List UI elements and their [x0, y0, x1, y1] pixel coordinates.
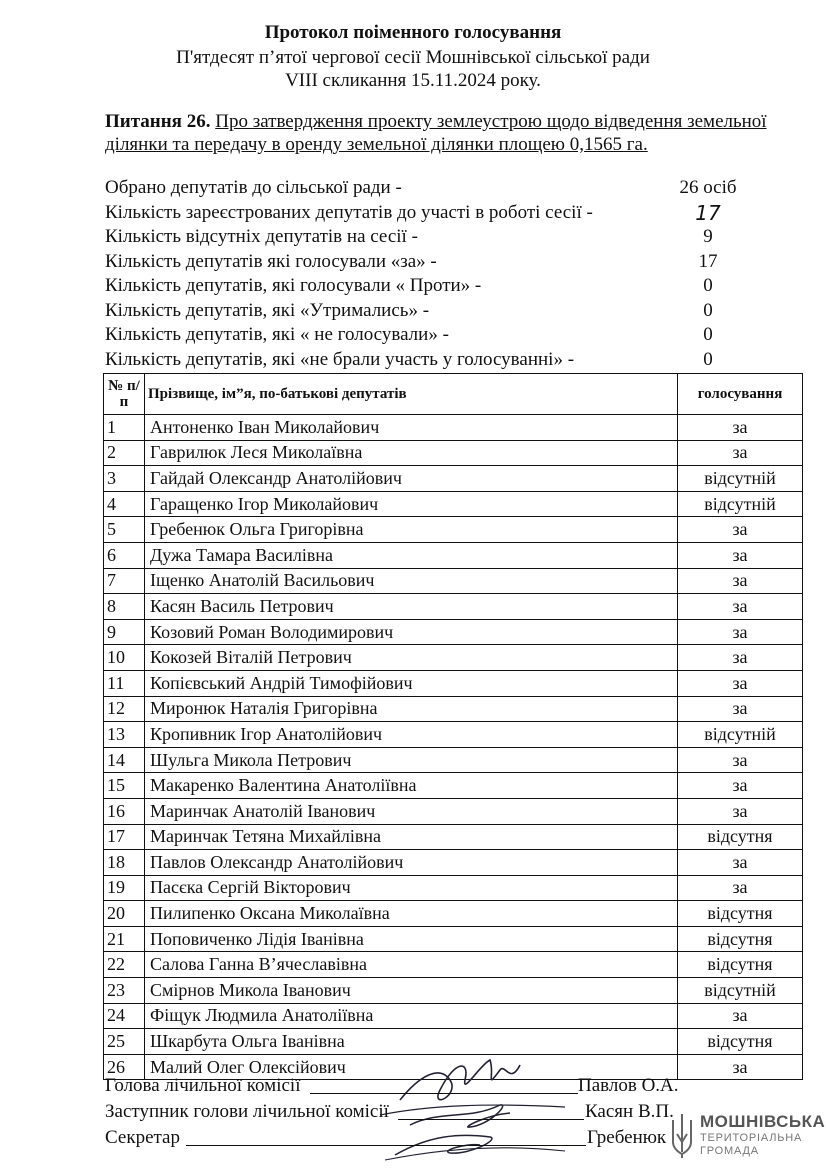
deputy-name: Павлов Олександр Анатолійович: [145, 850, 678, 876]
deputy-name: Дужа Тамара Василівна: [145, 542, 678, 568]
vote-result: за: [678, 747, 803, 773]
vote-result: відсутня: [678, 824, 803, 850]
stat-row: [105, 323, 785, 348]
row-number: 25: [104, 1029, 145, 1055]
signature-role: Заступник голови лічильної комісії: [105, 1101, 389, 1122]
row-number: 20: [104, 901, 145, 927]
deputy-name: Смірнов Микола Іванович: [145, 978, 678, 1004]
table-row: [104, 773, 803, 799]
row-number: 9: [104, 619, 145, 645]
table-row: [104, 952, 803, 978]
document-title: Протокол поіменного голосування: [264, 22, 562, 43]
deputy-name: Фіщук Людмила Анатоліївна: [145, 1003, 678, 1029]
deputy-name: Антоненко Іван Миколайович: [145, 415, 678, 441]
stat-label: Кількість депутатів, які голосували « Проти» -: [105, 275, 482, 296]
table-row: [104, 670, 803, 696]
table-row: [104, 491, 803, 517]
table-row: [104, 824, 803, 850]
vote-result: за: [678, 568, 803, 594]
table-row: [104, 1003, 803, 1029]
deputy-name: Пилипенко Оксана Миколаївна: [145, 901, 678, 927]
stat-label: Кількість депутатів, які «Утримались» -: [105, 299, 430, 321]
deputy-name: Маринчак Анатолій Іванович: [145, 798, 678, 824]
row-number: 3: [104, 466, 145, 492]
deputy-name: Козовий Роман Володимирович: [145, 619, 678, 645]
vote-result: за: [678, 1003, 803, 1029]
vote-result: за: [678, 773, 803, 799]
table-row: [104, 594, 803, 620]
watermark-line-3: ГРОМАДА: [700, 1145, 759, 1157]
vote-result: відсутній: [678, 491, 803, 517]
table-row: [104, 415, 803, 441]
vote-result: відсутня: [678, 1029, 803, 1055]
row-number: 1: [104, 415, 145, 441]
stat-value: 0: [703, 324, 713, 345]
deputy-name: Касян Василь Петрович: [145, 594, 678, 620]
stat-row: [105, 250, 785, 275]
table-body: [104, 415, 803, 1080]
question-number: Питання 26: [105, 111, 206, 132]
row-number: 6: [104, 542, 145, 568]
stat-row: [105, 348, 785, 373]
vote-result: відсутній: [678, 466, 803, 492]
table-row: [104, 747, 803, 773]
stat-value: 0: [703, 275, 713, 296]
stat-label: Кількість відсутніх депутатів на сесії -: [105, 226, 418, 247]
header-name: Прізвище, ім”я, по-батькові депутатів: [145, 374, 678, 415]
vote-result: відсутня: [678, 901, 803, 927]
signature-line: [186, 1145, 586, 1146]
deputy-name: Поповиченко Лідія Іванівна: [145, 926, 678, 952]
row-number: 23: [104, 978, 145, 1004]
deputy-name: Салова Ганна В’ячеславівна: [145, 952, 678, 978]
vote-statistics: [105, 176, 785, 372]
row-number: 14: [104, 747, 145, 773]
deputy-name: Макаренко Валентина Анатоліївна: [145, 773, 678, 799]
stat-row: [105, 299, 785, 324]
row-number: 4: [104, 491, 145, 517]
watermark-line-1: МОШНІВСЬКА: [700, 1112, 826, 1131]
row-number: 15: [104, 773, 145, 799]
row-number: 18: [104, 850, 145, 876]
roll-call-table: [103, 373, 803, 1080]
deputy-name: Малий Олег Олексійович: [145, 1054, 678, 1080]
row-number: 10: [104, 645, 145, 671]
row-number: 7: [104, 568, 145, 594]
community-watermark: [667, 1112, 826, 1162]
table-row: [104, 978, 803, 1004]
deputy-name: Кропивник Ігор Анатолійович: [145, 722, 678, 748]
vote-result: за: [678, 619, 803, 645]
signature-role: Секретар: [105, 1127, 180, 1148]
row-number: 21: [104, 926, 145, 952]
deputy-name: Миронюк Наталія Григорівна: [145, 696, 678, 722]
deputy-name: Маринчак Тетяна Михайлівна: [145, 824, 678, 850]
table-row: [104, 875, 803, 901]
question-text: Про затвердження проекту землеустрою щодо відведення земельної ділянки та передачу в оренду земельної ділянки площею 0,1565 га.: [105, 111, 767, 155]
row-number: 2: [104, 440, 145, 466]
signature-name: Гребенюк: [587, 1127, 667, 1148]
deputy-name: Шульга Микола Петрович: [145, 747, 678, 773]
trident-icon: [667, 1112, 697, 1160]
stat-row: [105, 201, 785, 226]
deputy-name: Гребенюк Ольга Григорівна: [145, 517, 678, 543]
row-number: 5: [104, 517, 145, 543]
stat-value: 9: [703, 226, 713, 247]
agenda-question: Питання 26. Про затвердження проекту землеустрою щодо відведення земельної ділянки та передачу в оренду земельної ділянки площею 0,1565 га.: [105, 111, 767, 155]
deputy-name: Гайдай Олександр Анатолійович: [145, 466, 678, 492]
vote-result: за: [678, 1054, 803, 1080]
header-vote: голосування: [678, 374, 803, 415]
stat-label: Кількість зареєстрованих депутатів до участі в роботі сесії -: [105, 201, 593, 223]
stat-label: Обрано депутатів до сільської ради -: [105, 177, 402, 198]
table-row: [104, 517, 803, 543]
stat-value: 17: [698, 250, 718, 272]
table-row: [104, 901, 803, 927]
stat-row: [105, 225, 785, 250]
table-header-row: [104, 374, 803, 415]
stat-value: 0: [703, 348, 713, 370]
stat-row: [105, 274, 785, 299]
vote-result: за: [678, 798, 803, 824]
table-row: [104, 568, 803, 594]
vote-result: за: [678, 542, 803, 568]
vote-result: за: [678, 415, 803, 441]
vote-result: відсутній: [678, 722, 803, 748]
table-row: [104, 645, 803, 671]
row-number: 12: [104, 696, 145, 722]
signature-line: [310, 1093, 578, 1094]
vote-result: за: [678, 696, 803, 722]
signature-line: [398, 1119, 584, 1120]
row-number: 22: [104, 952, 145, 978]
handwritten-signature: [370, 1055, 570, 1170]
vote-result: за: [678, 645, 803, 671]
table-row: [104, 542, 803, 568]
deputy-name: Пасєка Сергій Вікторович: [145, 875, 678, 901]
signature-role: Голова лічильної комісії: [105, 1075, 301, 1096]
table-row: [104, 619, 803, 645]
watermark-line-2: ТЕРИТОРІАЛЬНА: [700, 1132, 803, 1144]
row-number: 16: [104, 798, 145, 824]
table-row: [104, 696, 803, 722]
row-number: 26: [104, 1054, 145, 1080]
row-number: 17: [104, 824, 145, 850]
vote-result: за: [678, 850, 803, 876]
vote-result: за: [678, 670, 803, 696]
row-number: 8: [104, 594, 145, 620]
session-line: П'ятдесят п’ятої чергової сесії Мошнівської сільської ради: [176, 47, 650, 68]
table-row: [104, 466, 803, 492]
vote-result: відсутній: [678, 978, 803, 1004]
vote-result: за: [678, 517, 803, 543]
table-row: [104, 798, 803, 824]
table-row: [104, 722, 803, 748]
stat-value-handwritten: 17: [695, 200, 721, 225]
vote-result: за: [678, 875, 803, 901]
stat-label: Кількість депутатів які голосували «за» -: [105, 250, 437, 272]
convocation-line: VIII скликання 15.11.2024 року.: [285, 70, 541, 91]
vote-result: відсутня: [678, 952, 803, 978]
table-row: [104, 440, 803, 466]
vote-result: відсутня: [678, 926, 803, 952]
row-number: 13: [104, 722, 145, 748]
table-row: [104, 926, 803, 952]
stat-row: [105, 176, 785, 201]
signature-scribble-icon: [370, 1055, 570, 1170]
deputy-name: Копієвський Андрій Тимофійович: [145, 670, 678, 696]
table-row: [104, 1029, 803, 1055]
vote-result: за: [678, 594, 803, 620]
row-number: 19: [104, 875, 145, 901]
stat-value: 26 осіб: [679, 177, 737, 198]
deputy-name: Шкарбута Ольга Іванівна: [145, 1029, 678, 1055]
deputy-name: Гаврилюк Леся Миколаївна: [145, 440, 678, 466]
row-number: 24: [104, 1003, 145, 1029]
stat-label: Кількість депутатів, які «не брали участь у голосуванні» -: [105, 348, 575, 370]
vote-result: за: [678, 440, 803, 466]
deputy-name: Іщенко Анатолій Васильович: [145, 568, 678, 594]
row-number: 11: [104, 670, 145, 696]
deputy-name: Кокозей Віталій Петрович: [145, 645, 678, 671]
signature-name: Павлов О.А.: [578, 1075, 679, 1096]
stat-label: Кількість депутатів, які « не голосували» -: [105, 324, 449, 345]
header-number: № п/п: [104, 374, 145, 415]
signature-name: Касян В.П.: [585, 1101, 674, 1122]
stat-value: 0: [703, 299, 713, 321]
table-row: [104, 850, 803, 876]
deputy-name: Гаращенко Ігор Миколайович: [145, 491, 678, 517]
